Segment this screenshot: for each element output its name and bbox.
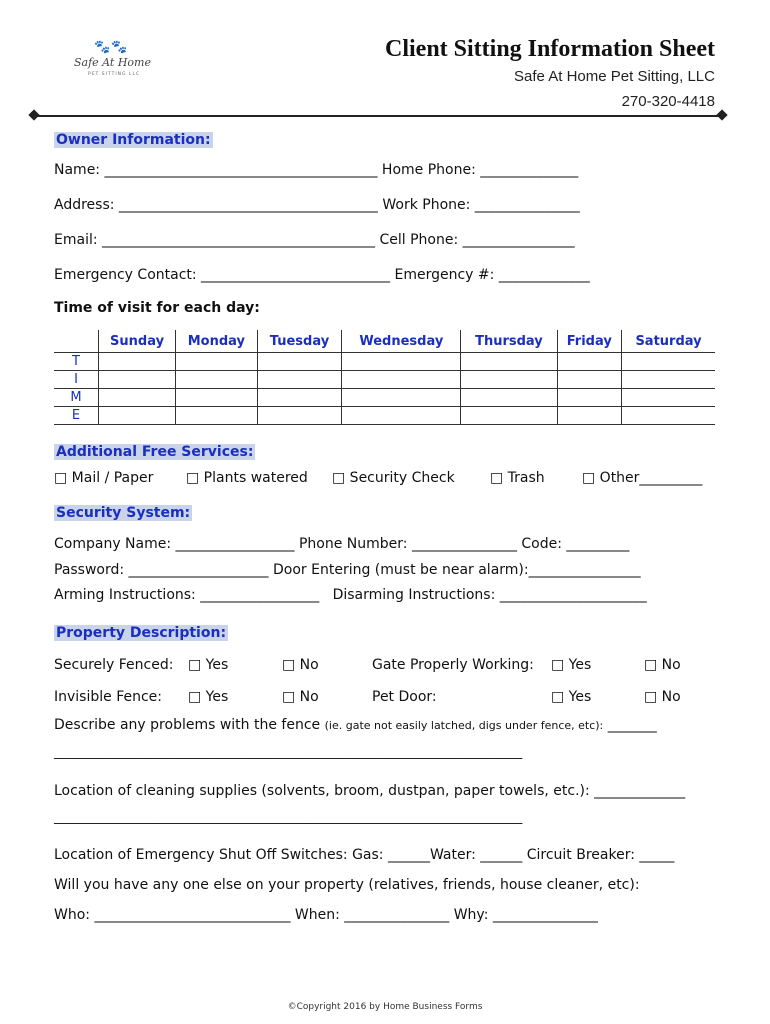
time-cell[interactable] — [257, 353, 342, 371]
securely-fenced-label: Securely Fenced: — [54, 657, 174, 673]
page-title: Client Sitting Information Sheet — [385, 36, 715, 62]
pet-door-label: Pet Door: — [372, 689, 437, 705]
time-cell[interactable] — [176, 407, 258, 425]
logo-text: Safe At Home — [74, 56, 151, 69]
mail-paper-checkbox[interactable]: □ Mail / Paper — [54, 470, 154, 486]
time-cell[interactable] — [557, 371, 622, 389]
time-cell[interactable] — [342, 407, 461, 425]
day-header: Wednesday — [342, 330, 461, 353]
other-checkbox[interactable]: □ Other_________ — [582, 470, 703, 486]
time-cell[interactable] — [176, 353, 258, 371]
table-row — [54, 353, 715, 371]
header-divider — [34, 115, 722, 117]
day-header: Saturday — [622, 330, 715, 353]
security-heading: Security System: — [56, 505, 191, 521]
time-cell[interactable] — [99, 389, 176, 407]
plants-watered-checkbox[interactable]: □ Plants watered — [186, 470, 308, 486]
fence-problems-field[interactable] — [54, 717, 657, 733]
company-logo — [74, 40, 151, 84]
invisible-no-checkbox[interactable]: □ No — [282, 689, 319, 705]
gate-working-label: Gate Properly Working: — [372, 657, 534, 673]
day-header: Thursday — [461, 330, 557, 353]
security-company-field[interactable]: Company Name: _________________ Phone Number: _______________ Code: _________ — [54, 536, 630, 552]
row-label: E — [54, 407, 99, 425]
email-field[interactable]: Email: _______________________________________ Cell Phone: ________________ — [54, 232, 575, 248]
fence-problems-blank: _______ — [607, 717, 657, 733]
time-cell[interactable] — [461, 371, 557, 389]
time-cell[interactable] — [342, 389, 461, 407]
paw-prints-icon: 🐾🐾 — [94, 40, 129, 55]
name-field[interactable]: Name: _______________________________________ Home Phone: ______________ — [54, 162, 579, 178]
security-check-checkbox[interactable]: □ Security Check — [332, 470, 455, 486]
time-cell[interactable] — [461, 353, 557, 371]
logo-subtext: PET SITTING LLC — [88, 72, 141, 77]
copyright-footer: ©Copyright 2016 by Home Business Forms — [287, 1002, 483, 1012]
time-cell[interactable] — [622, 371, 715, 389]
fence-problems-example: (ie. gate not easily latched, digs under fence, etc): — [324, 719, 604, 732]
row-label: M — [54, 389, 99, 407]
others-on-property-question: Will you have any one else on your property (relatives, friends, house cleaner, etc): — [54, 877, 640, 893]
emergency-contact-field[interactable]: Emergency Contact: ___________________________ Emergency #: _____________ — [54, 267, 590, 283]
company-phone: 270-320-4418 — [621, 93, 715, 110]
cleaning-supplies-field[interactable]: Location of cleaning supplies (solvents, broom, dustpan, paper towels, etc.): _____________ — [54, 783, 686, 799]
gate-no-checkbox[interactable]: □ No — [644, 657, 681, 673]
day-header: Monday — [176, 330, 258, 353]
time-cell[interactable] — [461, 407, 557, 425]
property-heading: Property Description: — [56, 625, 227, 641]
time-cell[interactable] — [176, 371, 258, 389]
time-cell[interactable] — [622, 353, 715, 371]
divider-diamond-left-icon — [28, 109, 39, 120]
security-password-field[interactable]: Password: ____________________ Door Entering (must be near alarm):________________ — [54, 562, 641, 578]
fenced-no-checkbox[interactable]: □ No — [282, 657, 319, 673]
time-cell[interactable] — [342, 371, 461, 389]
divider-diamond-right-icon — [716, 109, 727, 120]
fence-problems-line[interactable]: _______________________________________________________________________ — [54, 745, 523, 760]
fence-problems-label: Describe any problems with the fence — [54, 717, 321, 733]
owner-info-heading: Owner Information: — [56, 132, 211, 148]
fenced-yes-checkbox[interactable]: □ Yes — [188, 657, 229, 673]
time-cell[interactable] — [99, 353, 176, 371]
row-label: T — [54, 353, 99, 371]
invisible-fence-label: Invisible Fence: — [54, 689, 163, 705]
time-cell[interactable] — [99, 407, 176, 425]
table-row — [54, 371, 715, 389]
time-cell[interactable] — [257, 371, 342, 389]
who-when-why-field[interactable]: Who: ____________________________ When: _______________ Why: _______________ — [54, 907, 598, 923]
trash-checkbox[interactable]: □ Trash — [490, 470, 545, 486]
shutoff-switches-field[interactable]: Location of Emergency Shut Off Switches: Gas: ______Water: ______ Circuit Breaker: _____ — [54, 847, 675, 863]
table-row — [54, 389, 715, 407]
day-header: Tuesday — [257, 330, 342, 353]
address-field[interactable]: Address: _____________________________________ Work Phone: _______________ — [54, 197, 580, 213]
services-heading: Additional Free Services: — [56, 444, 254, 460]
gate-yes-checkbox[interactable]: □ Yes — [551, 657, 592, 673]
time-cell[interactable] — [557, 407, 622, 425]
table-row — [54, 407, 715, 425]
time-cell[interactable] — [461, 389, 557, 407]
time-cell[interactable] — [557, 353, 622, 371]
day-header: Friday — [557, 330, 622, 353]
cleaning-supplies-line[interactable]: _______________________________________________________________________ — [54, 810, 523, 825]
time-cell[interactable] — [622, 389, 715, 407]
time-cell[interactable] — [342, 353, 461, 371]
time-cell[interactable] — [257, 389, 342, 407]
day-header: Sunday — [99, 330, 176, 353]
visit-schedule-table — [54, 330, 715, 425]
time-cell[interactable] — [622, 407, 715, 425]
time-cell[interactable] — [257, 407, 342, 425]
pet-door-no-checkbox[interactable]: □ No — [644, 689, 681, 705]
schedule-heading: Time of visit for each day: — [54, 300, 260, 316]
arming-instructions-field[interactable]: Arming Instructions: _________________ Disarming Instructions: _____________________ — [54, 587, 647, 603]
time-cell[interactable] — [176, 389, 258, 407]
time-cell[interactable] — [557, 389, 622, 407]
schedule-corner — [54, 330, 99, 353]
invisible-yes-checkbox[interactable]: □ Yes — [188, 689, 229, 705]
row-label: I — [54, 371, 99, 389]
pet-door-yes-checkbox[interactable]: □ Yes — [551, 689, 592, 705]
time-cell[interactable] — [99, 371, 176, 389]
company-name: Safe At Home Pet Sitting, LLC — [514, 68, 715, 85]
